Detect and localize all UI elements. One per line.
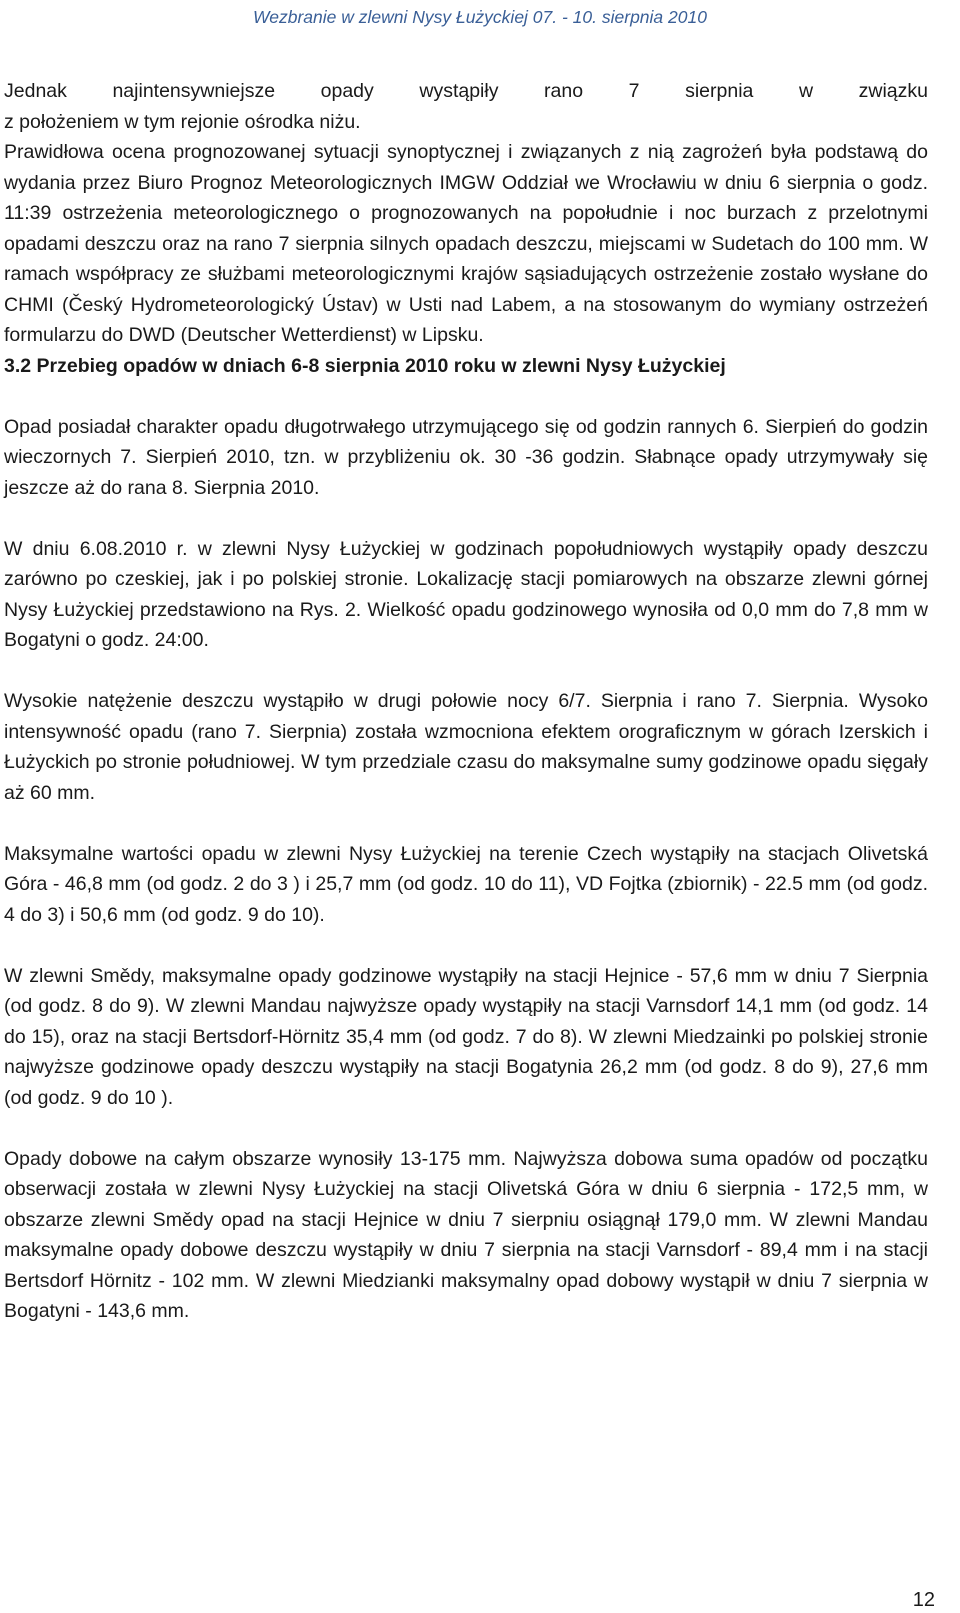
paragraph-daily-totals: Opady dobowe na całym obszarze wynosiły 13-175 mm. Najwyższa dobowa suma opadów od początku obserwacji została w zlewni Nysy Łużyckiej na stacji Olivetská Góra w dniu 6 sierpnia - 172,5 mm, w obszarze zlewni Smědy opad na stacji Hejnice w dniu 7 sierpniu osiągnął 179,0 mm. W zlewni Mandau maksymalne opady dobowe deszczu wystąpiły w dniu 7 sierpnia na stacji Varnsdorf - 89,4 mm i na stacji Bertsdorf Hörnitz - 102 mm. W zlewni Miedzianki maksymalny opad dobowy wystąpił w dniu 7 sierpnia w Bogatyni - 143,6 mm. (4, 1147, 928, 1322)
paragraph-intro-line2: z położeniem w tym rejonie ośrodka niżu. (4, 110, 361, 133)
page-number: 12 (912, 1589, 935, 1611)
paragraph-czech-maxima: Maksymalne wartości opadu w zlewni Nysy Łużyckiej na terenie Czech wystąpiły na stacjach Olivetská Góra - 46,8 mm (od godz. 2 do 3 ) i 25,7 mm (od godz. 10 do 11), VD Fojtka (zbiornik) - 22.5 mm (od godz. 4 do 3) i 50,6 mm (od godz. 9 do 10). (4, 842, 928, 926)
section-heading: 3.2 Przebieg opadów w dniach 6-8 sierpnia 2010 roku w zlewni Nysy Łużyckiej (4, 354, 726, 377)
paragraph-rain-character: Opad posiadał charakter opadu długotrwałego utrzymującego się od godzin rannych 6. Sierpień do godzin wieczornych 7. Sierpień 2010, tzn. w przybliżeniu ok. 30 -36 godzin. Słabnące opady utrzymywały się jeszcze aż do rana 8. Sierpnia 2010. (4, 415, 928, 499)
paragraph-forecast-warning: Prawidłowa ocena prognozowanej sytuacji synoptycznej i związanych z nią zagrożeń była podstawą do wydania przez Biuro Prognoz Meteorologicznych IMGW Oddział we Wrocławiu w dniu 6 sierpnia o godz. 11:39 ostrzeżenia meteorologicznego o prognozowanych na popołudnie i noc burzach z przelotnymi opadami deszczu oraz na rano 7 sierpnia silnych opadach deszczu, miejscami w Sudetach do 100 mm. W ramach współpracy ze służbami meteorologicznymi krajów sąsiadujących ostrzeżenie zostało wysłane do CHMI (Český Hydrometeorologický Ústav) w Usti nad Labem, a na stosowanym do wymiany ostrzeżeń formularzu do DWD (Deutscher Wetterdienst) w Lipsku. (4, 141, 928, 346)
paragraph-smeda-mandau: W zlewni Smědy, maksymalne opady godzinowe wystąpiły na stacji Hejnice - 57,6 mm w dniu 7 Sierpnia (od godz. 8 do 9). W zlewni Mandau najwyższe opady wystąpiły na stacji Varnsdorf 14,1 mm (od godz. 14 do 15), oraz na stacji Bertsdorf-Hörnitz 35,4 mm (od godz. 7 do 8). W zlewni Miedzainki po polskiej stronie najwyższe godzinowe opady deszczu wystąpiły na stacji Bogatynia 26,2 mm (od godz. 8 do 9), 27,6 mm (od godz. 9 do 10 ). (4, 964, 928, 1109)
paragraph-intro-line1: Jednak najintensywniejsze opady wystąpiły rano 7 sierpnia w związku (4, 80, 928, 102)
running-header: Wezbranie w zlewni Nysy Łużyckiej 07. - 10. sierpnia 2010 (253, 7, 707, 27)
document-body (4, 76, 928, 1327)
paragraph-august-6: W dniu 6.08.2010 r. w zlewni Nysy Łużyckiej w godzinach popołudniowych wystąpiły opady deszczu zarówno po czeskiej, jak i po polskiej stronie. Lokalizację stacji pomiarowych na obszarze zlewni górnej Nysy Łużyckiej przedstawiono na Rys. 2. Wielkość opadu godzinowego wynosiła od 0,0 mm do 7,8 mm w Bogatyni o godz. 24:00. (4, 537, 928, 651)
paragraph-intensity: Wysokie natężenie deszczu wystąpiło w drugi połowie nocy 6/7. Sierpnia i rano 7. Sierpnia. Wysoko intensywność opadu (rano 7. Sierpnia) została wzmocniona efektem orograficznym w górach Izerskich i Łużyckich po stronie południowej. W tym przedziale czasu do maksymalne sumy godzinowe opadu sięgały aż 60 mm. (4, 690, 928, 804)
